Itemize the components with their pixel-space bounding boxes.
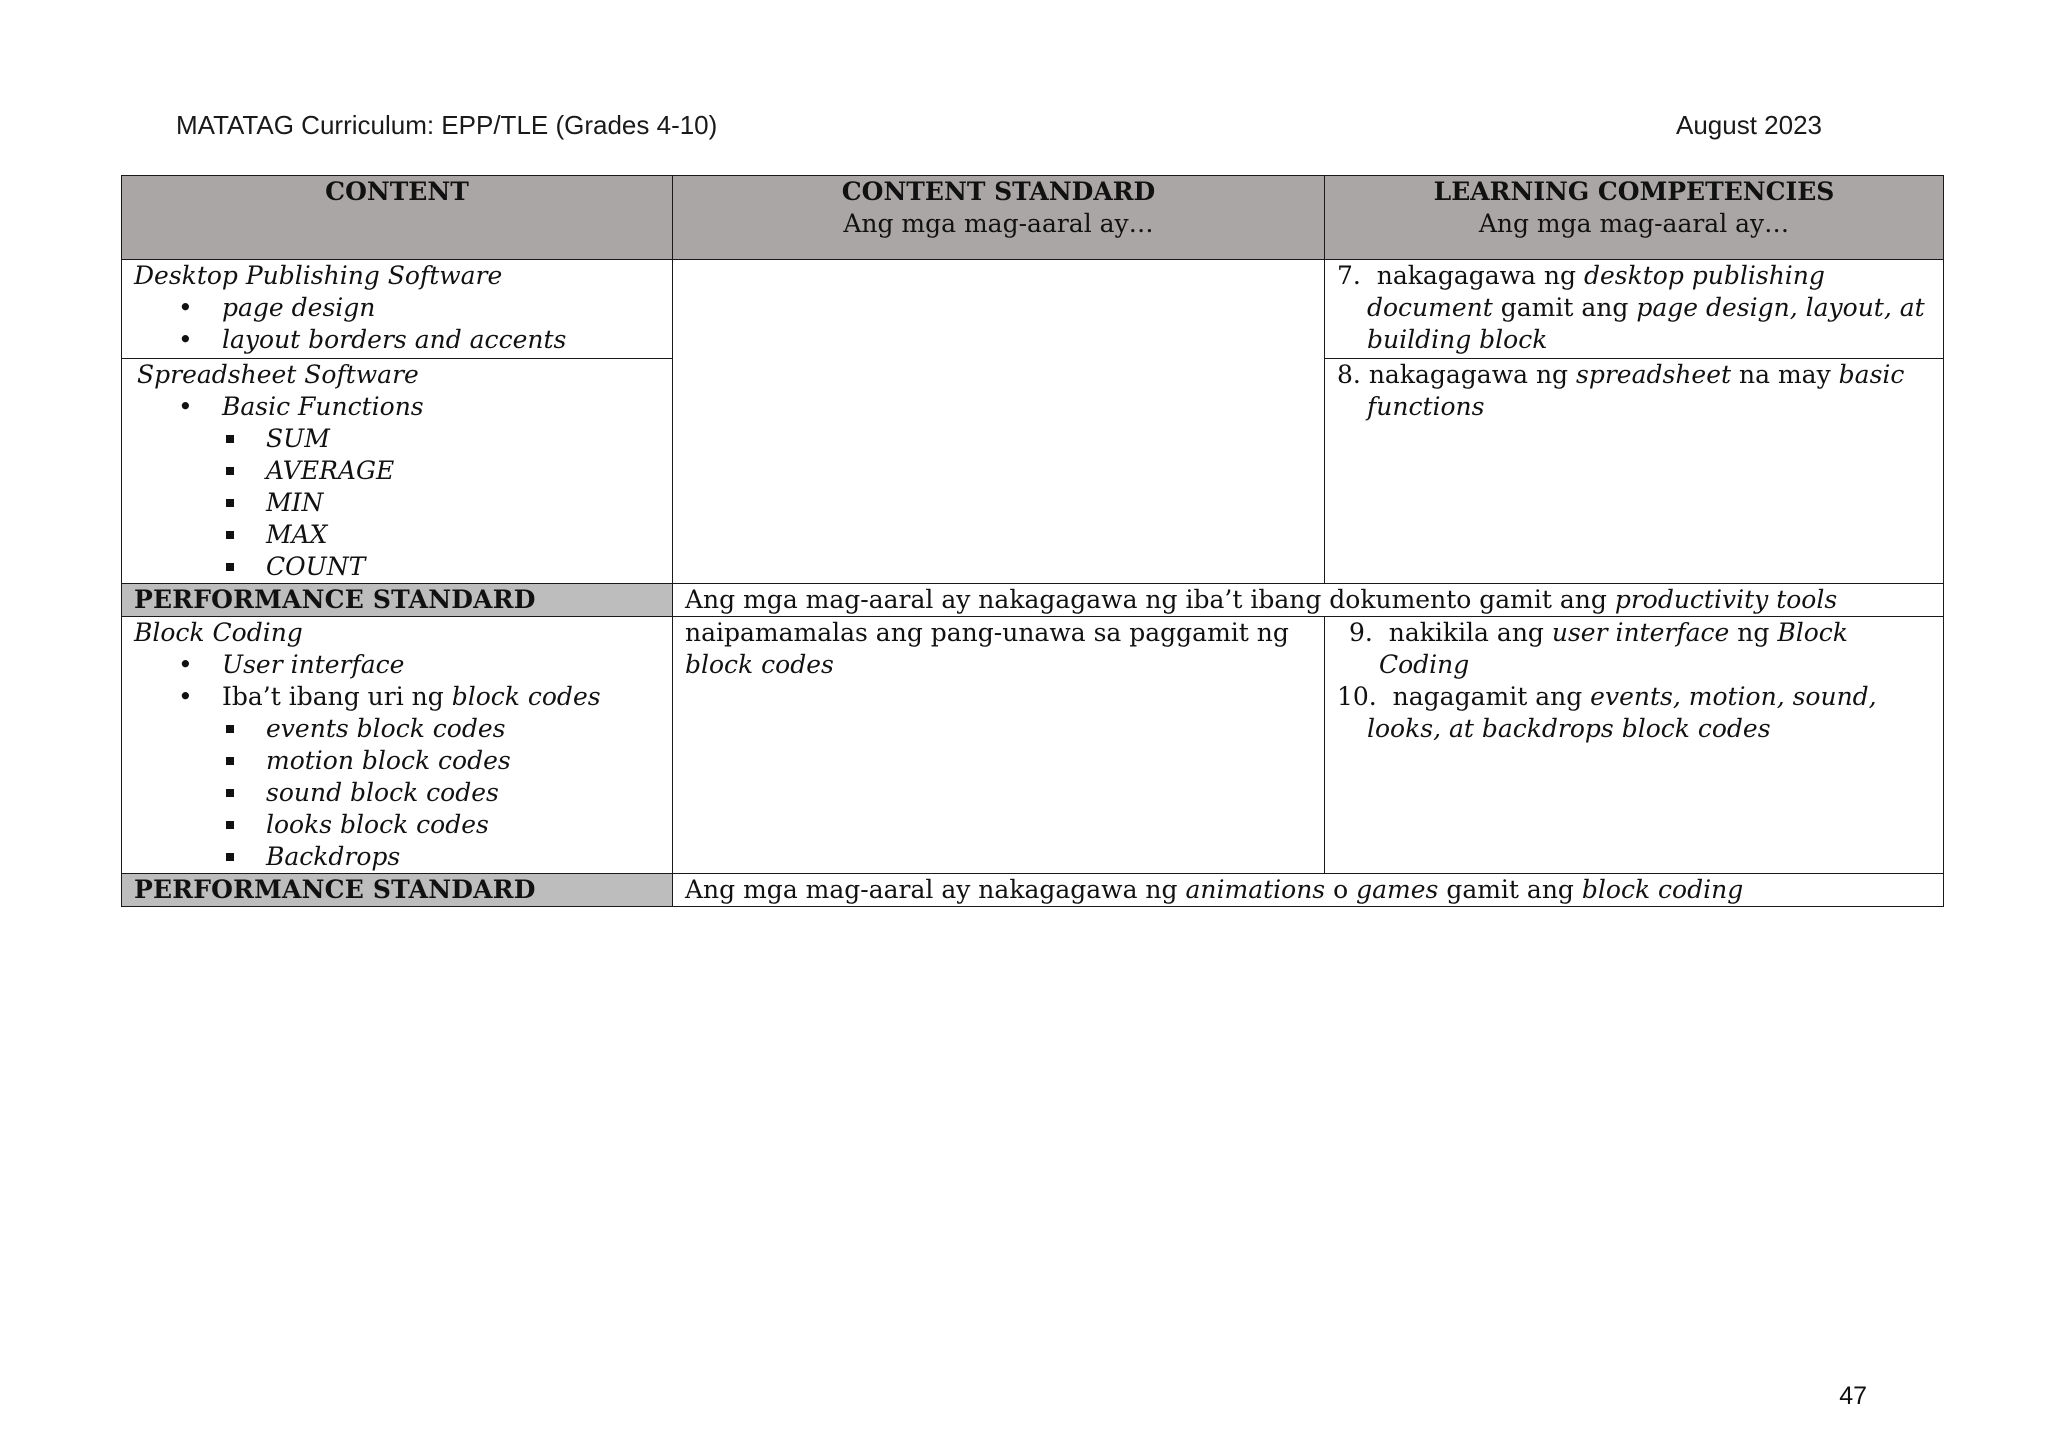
content-standard-cell (673, 260, 1325, 584)
document-header-date: August 2023 (1675, 110, 1822, 140)
list-item: Backdrops (266, 841, 660, 873)
list-item: COUNT (266, 551, 660, 583)
header-learning-competencies: LEARNING COMPETENCIES Ang mga mag-aaral ay… (1325, 176, 1944, 260)
competency-item: 10. nagagamit ang events, motion, sound, looks, at backdrops block codes (1337, 682, 1877, 743)
list-item: SUM (266, 423, 660, 455)
performance-standard-text: Ang mga mag-aaral ay nakagagawa ng animations o games gamit ang block coding (673, 874, 1944, 907)
performance-standard-row (122, 874, 1944, 907)
competency-cell (1325, 260, 1944, 359)
content-cell (122, 617, 673, 874)
competency-item: 9. nakikila ang user interface ng Block Coding (1349, 618, 1848, 679)
competency-item: 7. nakagagawa ng desktop publishing document gamit ang page design, layout, at building block (1337, 261, 1925, 354)
list-item: • layout borders and accents (222, 324, 660, 356)
performance-standard-row (122, 584, 1944, 617)
performance-standard-label: PERFORMANCE STANDARD (122, 584, 673, 617)
list-item: • User interface (222, 649, 660, 681)
topic-title: Spreadsheet Software (137, 360, 419, 389)
topic-title: Desktop Publishing Software (134, 261, 503, 290)
function-list (222, 423, 660, 583)
document-header-title: MATATAG Curriculum: EPP/TLE (Grades 4-10) (176, 110, 718, 140)
competency-item: 8. nakagagawa ng spreadsheet na may basic functions (1337, 360, 1905, 421)
list-item: looks block codes (266, 809, 660, 841)
list-item: motion block codes (266, 745, 660, 777)
curriculum-table (121, 175, 1944, 907)
topic-title: Block Coding (134, 618, 303, 647)
table-row-desktop-publishing (122, 260, 1944, 359)
content-cell (122, 260, 673, 359)
list-item: sound block codes (266, 777, 660, 809)
list-item: AVERAGE (266, 455, 660, 487)
block-code-list (222, 713, 660, 873)
competency-cell (1325, 617, 1944, 874)
topic-list (134, 292, 660, 356)
topic-list (137, 391, 660, 583)
page-number: 47 (1839, 1382, 1867, 1410)
header-content-standard: CONTENT STANDARD Ang mga mag-aaral ay… (673, 176, 1325, 260)
content-cell (122, 359, 673, 584)
list-item: MAX (266, 519, 660, 551)
competency-cell (1325, 359, 1944, 584)
list-item: • page design (222, 292, 660, 324)
table-header-row (122, 176, 1944, 260)
list-item: MIN (266, 487, 660, 519)
header-content: CONTENT (122, 176, 673, 260)
performance-standard-text: Ang mga mag-aaral ay nakagagawa ng iba’t ibang dokumento gamit ang productivity tools (673, 584, 1944, 617)
performance-standard-label: PERFORMANCE STANDARD (122, 874, 673, 907)
list-item: • Basic Functions SUM AVERAGE MIN MAX COUNT (222, 391, 660, 583)
content-standard-cell: naipamamalas ang pang-unawa sa paggamit ng block codes (673, 617, 1325, 874)
list-item: events block codes (266, 713, 660, 745)
table-row-block-coding (122, 617, 1944, 874)
topic-list (134, 649, 660, 873)
list-item: • Iba’t ibang uri ng block codes events block codes motion block codes sound block codes looks block codes Backdrops (222, 681, 660, 873)
